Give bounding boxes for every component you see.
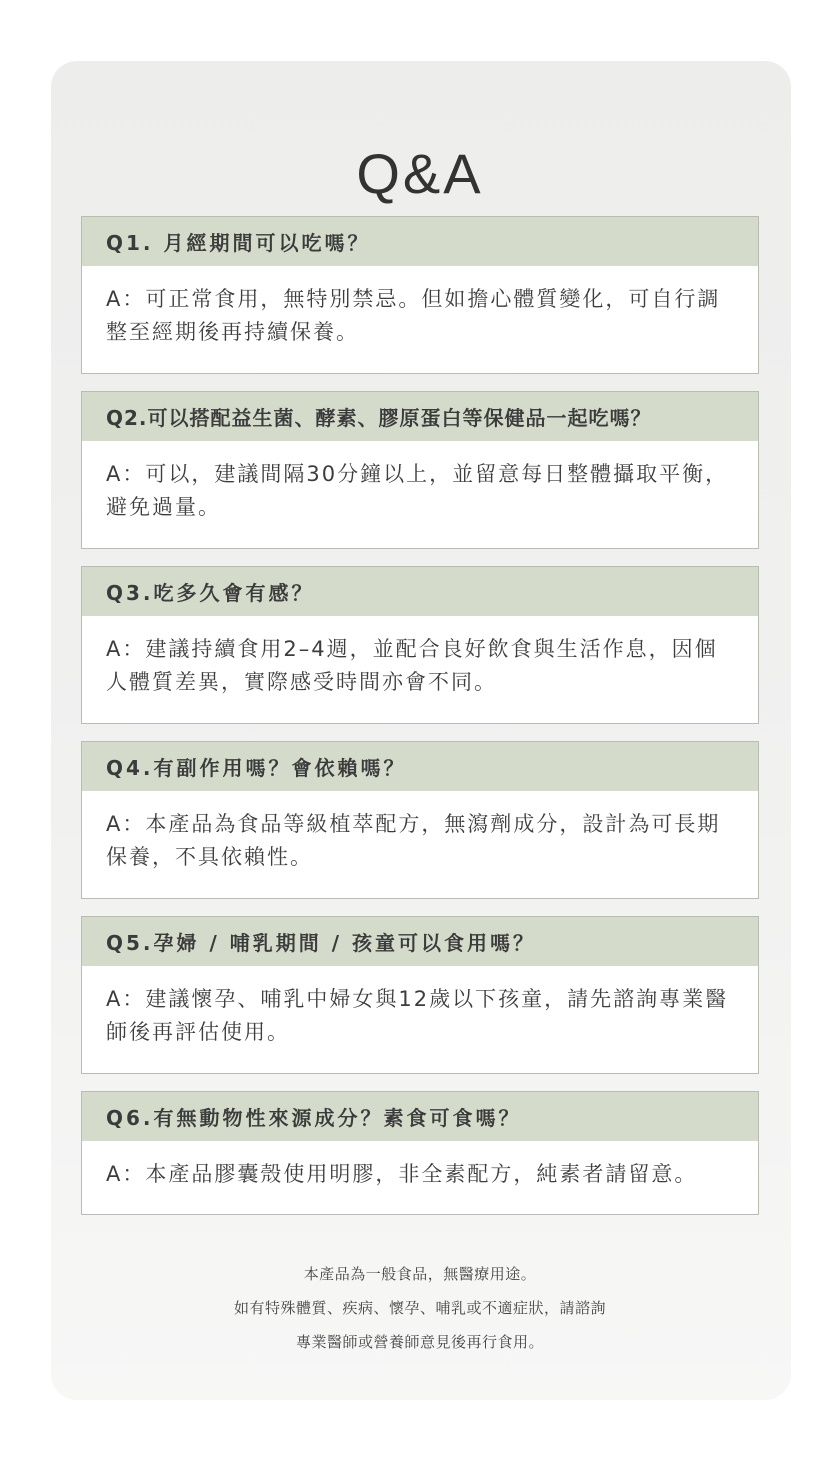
disclaimer-line: 專業醫師或營養師意見後再行食用。	[295, 1333, 544, 1351]
faq-item-4	[81, 741, 759, 899]
faq-item-3	[81, 566, 759, 724]
faq-list	[81, 216, 759, 1232]
faq-item-2	[81, 391, 759, 549]
page-title: Q&A	[356, 141, 484, 205]
faq-item-5	[81, 916, 759, 1074]
faq-question: Q3.吃多久會有感？	[82, 567, 758, 616]
disclaimer-line: 本產品為一般食品，無醫療用途。	[303, 1265, 537, 1283]
faq-item-1	[81, 216, 759, 374]
disclaimer	[0, 1257, 840, 1359]
disclaimer-line: 如有特殊體質、疾病、懷孕、哺乳或不適症狀，請諮詢	[233, 1299, 606, 1317]
faq-answer: A：本產品為食品等級植萃配方，無瀉劑成分，設計為可長期保養，不具依賴性。	[106, 812, 721, 869]
faq-answer: A：建議懷孕、哺乳中婦女與12歲以下孩童，請先諮詢專業醫師後再評估使用。	[106, 987, 729, 1044]
faq-question: Q1. 月經期間可以吃嗎？	[82, 217, 758, 266]
faq-answer: A：可正常食用，無特別禁忌。但如擔心體質變化，可自行調整至經期後再持續保養。	[106, 287, 721, 344]
faq-question: Q2.可以搭配益生菌、酵素、膠原蛋白等保健品一起吃嗎？	[82, 392, 758, 441]
faq-answer: A：本產品膠囊殼使用明膠，非全素配方，純素者請留意。	[106, 1162, 698, 1186]
faq-answer: A：可以，建議間隔30分鐘以上，並留意每日整體攝取平衡，避免過量。	[106, 462, 729, 519]
faq-item-6	[81, 1091, 759, 1215]
faq-question: Q4.有副作用嗎？會依賴嗎？	[82, 742, 758, 791]
faq-question: Q6.有無動物性來源成分？素食可食嗎？	[82, 1092, 758, 1141]
faq-answer: A：建議持續食用2–4週，並配合良好飲食與生活作息，因個人體質差異，實際感受時間亦會不同。	[106, 637, 718, 694]
faq-question: Q5.孕婦 / 哺乳期間 / 孩童可以食用嗎？	[82, 917, 758, 966]
